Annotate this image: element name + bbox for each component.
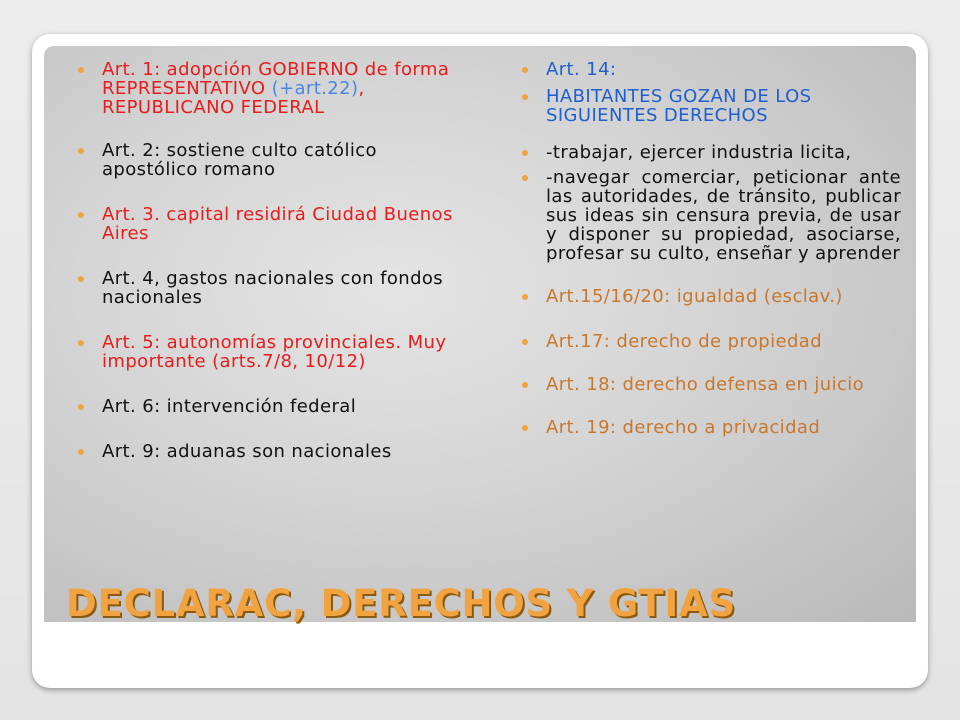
slide-content-panel	[44, 46, 916, 622]
list-item-art-2	[74, 141, 469, 179]
list-item-art-1	[74, 60, 469, 117]
art-1-text: Art. 1: adopción GOBIERNO de forma REPRESENTATIVO	[102, 59, 450, 99]
bullet-icon	[522, 150, 528, 156]
list-item-art-17	[518, 332, 901, 351]
bullet-icon	[522, 425, 528, 431]
art-4-text: Art. 4, gastos nacionales con fondos nacionales	[102, 268, 444, 308]
list-item-navegar	[518, 168, 901, 263]
trabajar-text: -trabajar, ejercer industria licita,	[546, 142, 852, 163]
bullet-icon	[78, 212, 84, 218]
list-item-art-4	[74, 269, 469, 307]
bullet-icon	[522, 382, 528, 388]
bullet-icon	[522, 67, 528, 73]
left-column	[74, 60, 469, 461]
bullet-icon	[78, 276, 84, 282]
bullet-icon	[78, 404, 84, 410]
art-1-text-end: , REPUBLICANO FEDERAL	[102, 78, 365, 118]
list-item-art-9	[74, 442, 469, 461]
bullet-icon	[522, 94, 528, 100]
art-19-text: Art. 19: derecho a privacidad	[546, 417, 821, 438]
art-17-text: Art.17: derecho de propiedad	[546, 331, 823, 352]
art-2-text: Art. 2: sostiene culto católico apostólico romano	[102, 140, 377, 180]
list-item-art-5	[74, 333, 469, 371]
list-item-art-18	[518, 375, 901, 394]
list-item-art-15-16-20	[518, 287, 901, 306]
bullet-icon	[78, 148, 84, 154]
bullet-icon	[78, 67, 84, 73]
art-5-text: Art. 5: autonomías provinciales. Muy importante (arts.7/8, 10/12)	[102, 332, 447, 372]
list-item-art-14	[518, 60, 901, 79]
right-bullet-list	[518, 60, 901, 437]
right-column	[518, 60, 901, 437]
list-item-art-19	[518, 418, 901, 437]
bullet-icon	[522, 339, 528, 345]
list-item-trabajar	[518, 143, 901, 162]
art-14-text: Art. 14:	[546, 59, 617, 80]
art-6-text: Art. 6: intervención federal	[102, 396, 357, 417]
slide-title: DECLARAC, DERECHOS Y GTIAS	[66, 582, 736, 625]
bullet-icon	[78, 449, 84, 455]
art-1-reference: (+art.22)	[271, 78, 359, 99]
bullet-icon	[522, 294, 528, 300]
list-item-art-3	[74, 205, 469, 243]
list-item-art-6	[74, 397, 469, 416]
art-9-text: Art. 9: aduanas son nacionales	[102, 441, 392, 462]
art-18-text: Art. 18: derecho defensa en juicio	[546, 374, 865, 395]
navegar-text: -navegar comerciar, peticionar ante las autoridades, de tránsito, publicar sus ideas sin censura previa, de usar y disponer su propiedad, asociarse, profesar su culto, enseñar y aprender	[546, 167, 901, 264]
bullet-icon	[78, 340, 84, 346]
list-item-habitantes	[518, 87, 901, 125]
habitantes-text: HABITANTES GOZAN DE LOS SIGUIENTES DERECHOS	[546, 86, 812, 126]
art-15-16-20-text: Art.15/16/20: igualdad (esclav.)	[546, 286, 843, 307]
left-bullet-list	[74, 60, 469, 461]
bullet-icon	[522, 175, 528, 181]
art-3-text: Art. 3. capital residirá Ciudad Buenos Aires	[102, 204, 453, 244]
